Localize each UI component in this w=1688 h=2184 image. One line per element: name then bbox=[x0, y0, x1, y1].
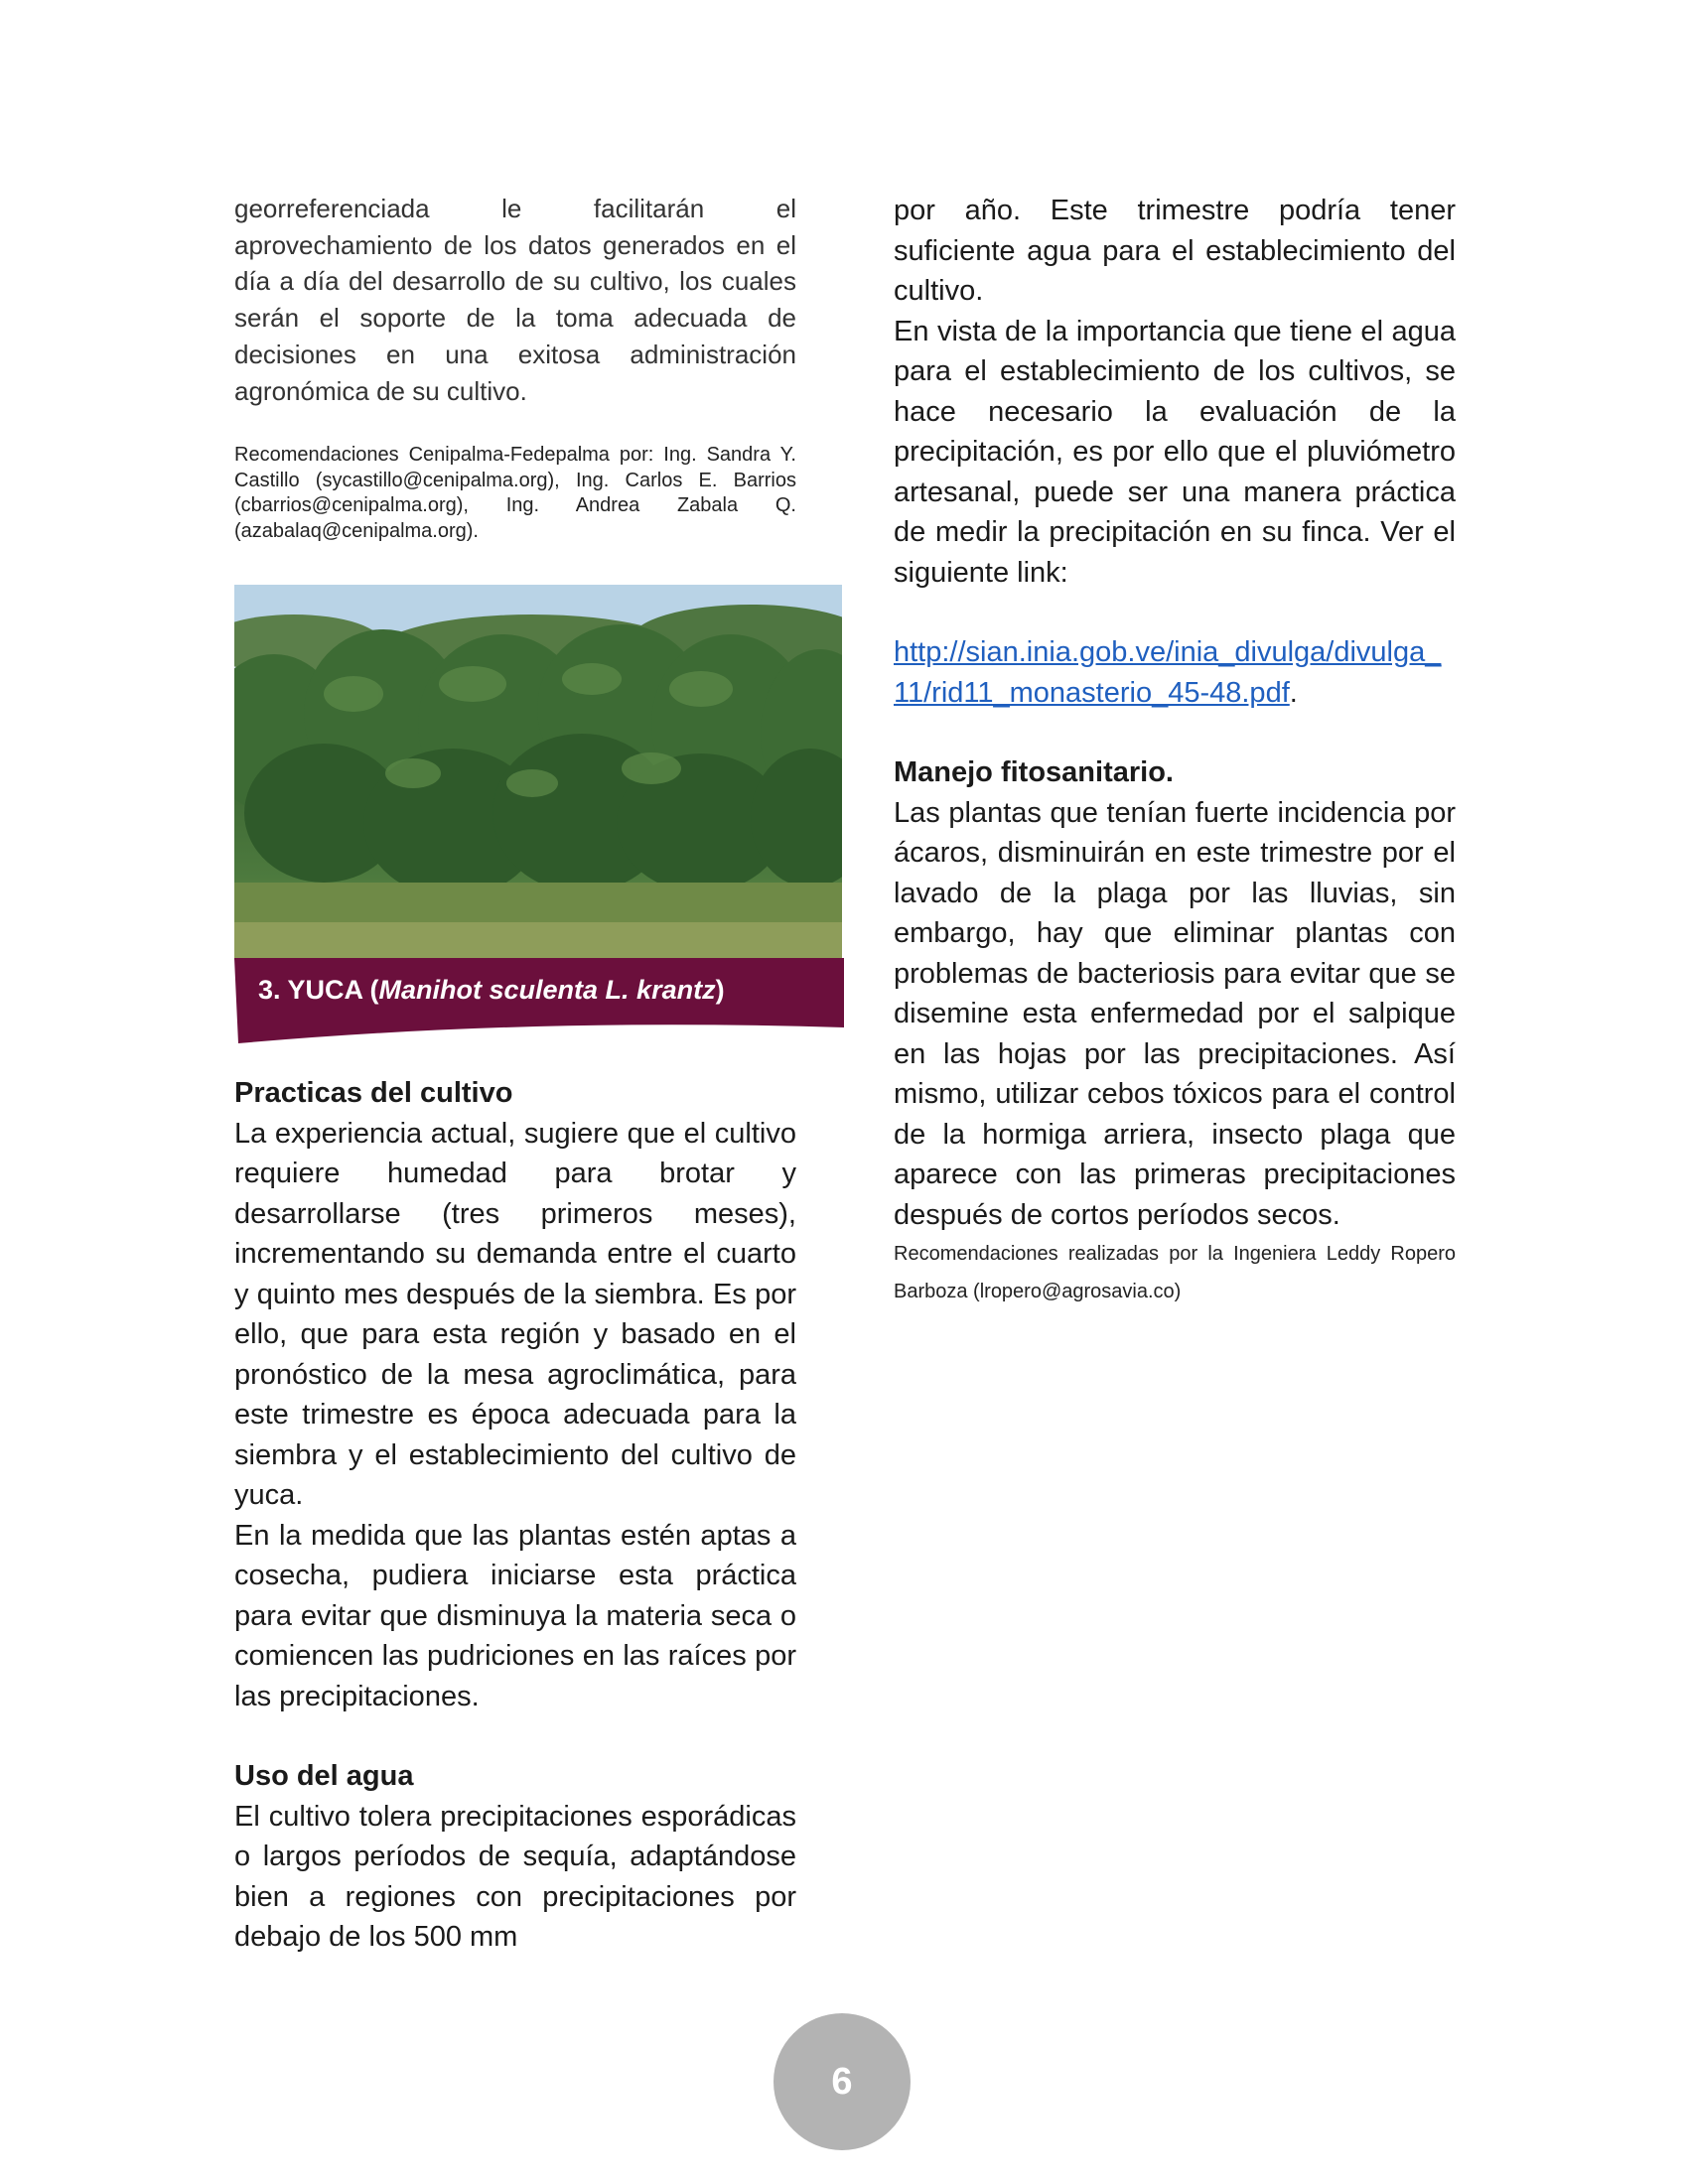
water-heading: Uso del agua bbox=[234, 1760, 414, 1792]
pluviometer-link[interactable]: http://sian.inia.gob.ve/inia_divulga/divulga_11/rid11_monasterio_45-48.pdf bbox=[894, 636, 1442, 709]
phyto-paragraph: Las plantas que tenían fuerte incidencia por ácaros, disminuirán en este trimestre por el lavado de la plaga por las lluvias, sin embargo, hay que eliminar plantas con problemas de bacteriosis para evitar que se disemine esta enfermedad por el salpique en las hojas por las precipitaciones. Así mismo, utilizar cebos tóxicos para el control de la hormiga arriera, insecto plaga que aparece con las primeras precipitaciones después de cortos períodos secos. bbox=[894, 796, 1456, 1231]
cenipalma-credit: Recomendaciones Cenipalma-Fedepalma por: Ing. Sandra Y. Castillo (sycastillo@cenipalma.org), Ing. Carlos E. Barrios (cbarrios@cenipalma.org), Ing. Andrea Zabala Q. (azabalaq@cenipalma.org). bbox=[234, 444, 796, 542]
left-column-bottom bbox=[234, 1073, 796, 1958]
scientific-name: Manihot sculenta L. krantz bbox=[378, 975, 716, 1005]
section-number: 3. YUCA ( bbox=[258, 975, 379, 1005]
section-close: ) bbox=[715, 975, 725, 1005]
water-paragraph-1: El cultivo tolera precipitaciones esporádicas o largos períodos de sequía, adaptándose bien a regiones con precipitaciones por debajo de los 500 mm bbox=[234, 1800, 796, 1953]
practices-heading: Practicas del cultivo bbox=[234, 1077, 513, 1109]
link-paragraph bbox=[894, 632, 1456, 713]
phyto-heading: Manejo fitosanitario. bbox=[894, 756, 1174, 788]
agrosavia-credit: Recomendaciones realizadas por la Ingeniera Leddy Ropero Barboza (lropero@agrosavia.co) bbox=[894, 1243, 1456, 1302]
right-column bbox=[894, 191, 1456, 1310]
intro-paragraph: georreferenciada le facilitarán el aprovechamiento de los datos generados en el día a día del desarrollo de su cultivo, los cuales serán el soporte de la toma adecuada de decisiones en una exitosa administración agronómica de su cultivo. bbox=[234, 194, 796, 406]
link-period: . bbox=[1289, 676, 1298, 709]
practices-paragraph-1: La experiencia actual, sugiere que el cultivo requiere humedad para brotar y desarrollarse (tres primeros meses), incrementando su demanda entre el cuarto y quinto mes después de la siembra. Es por ello, que para esta región y basado en el pronóstico de la mesa agroclimática, para este trimestre es época adecuada para la siembra y el establecimiento del cultivo de yuca. bbox=[234, 1117, 796, 1511]
water-continuation: por año. Este trimestre podría tener suficiente agua para el establecimiento del cultivo. bbox=[894, 195, 1456, 307]
left-column-top bbox=[234, 191, 796, 544]
section-title bbox=[258, 973, 725, 1007]
page-number: 6 bbox=[774, 2013, 911, 2150]
practices-paragraph-2: En la medida que las plantas estén aptas a cosecha, pudiera iniciarse esta práctica para evitar que disminuya la materia seca o comiencen las pudriciones en las raíces por las precipitaciones. bbox=[234, 1519, 796, 1712]
cassava-field-photo bbox=[234, 585, 842, 960]
water-paragraph-2: En vista de la importancia que tiene el agua para el establecimiento de los cultivos, se hace necesario la evaluación de la precipitación, es por ello que el pluviómetro artesanal, puede ser una manera práctica de medir la precipitación en su finca. Ver el siguiente link: bbox=[894, 315, 1456, 589]
